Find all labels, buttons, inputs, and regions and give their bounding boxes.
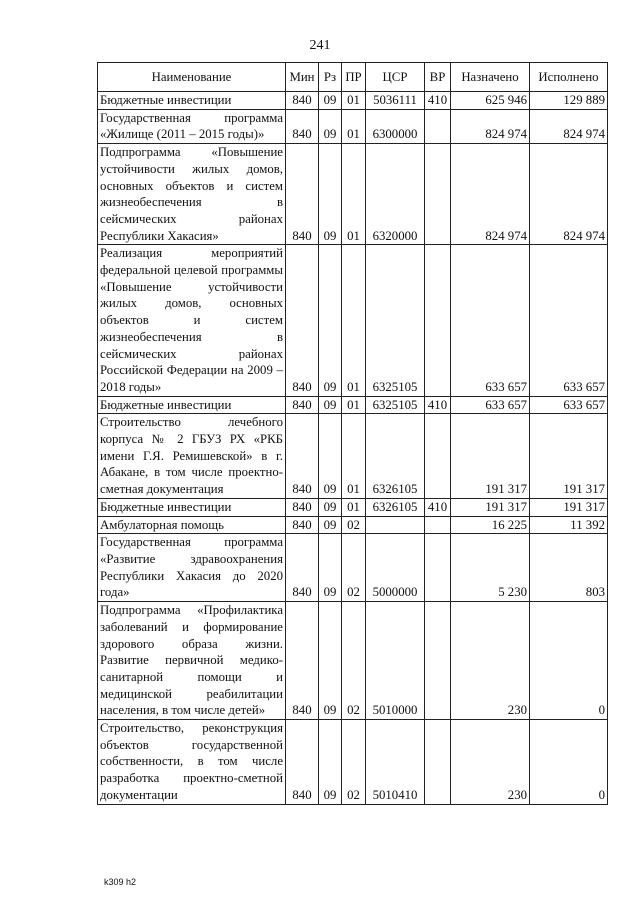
row-rz: 09 xyxy=(319,245,342,396)
header-rz: Рз xyxy=(319,63,342,92)
header-executed: Исполнено xyxy=(530,63,608,92)
row-csr: 5036111 xyxy=(366,92,425,110)
row-csr: 6326105 xyxy=(366,498,425,516)
row-rz: 09 xyxy=(319,414,342,499)
row-executed: 0 xyxy=(530,720,608,805)
row-csr: 5010410 xyxy=(366,720,425,805)
table-row xyxy=(98,516,608,534)
table-header-row xyxy=(98,63,608,92)
row-rz: 09 xyxy=(319,396,342,414)
row-assigned: 625 946 xyxy=(451,92,530,110)
table-row xyxy=(98,720,608,805)
header-csr: ЦСР xyxy=(366,63,425,92)
row-executed: 191 317 xyxy=(530,414,608,499)
row-assigned: 230 xyxy=(451,602,530,720)
row-name: Строительство лечебного корпуса № 2 ГБУЗ РХ «РКБ имени Г.Я. Ремишевской» в г. Абакане, в том числе проектно-сметная документация xyxy=(98,414,286,499)
table-row xyxy=(98,144,608,245)
row-min: 840 xyxy=(286,602,319,720)
row-pr: 01 xyxy=(342,414,366,499)
row-min: 840 xyxy=(286,245,319,396)
row-csr: 6325105 xyxy=(366,396,425,414)
row-assigned: 824 974 xyxy=(451,109,530,143)
row-vr xyxy=(425,516,451,534)
table-row xyxy=(98,109,608,143)
row-name: Строительство, реконструкция объектов государственной собственности, в том числе разработка проектно-сметной документации xyxy=(98,720,286,805)
row-vr xyxy=(425,245,451,396)
budget-table xyxy=(97,62,608,805)
row-executed: 129 889 xyxy=(530,92,608,110)
header-assigned: Назначено xyxy=(451,63,530,92)
row-name: Амбулаторная помощь xyxy=(98,516,286,534)
row-csr: 6325105 xyxy=(366,245,425,396)
row-pr: 02 xyxy=(342,602,366,720)
row-min: 840 xyxy=(286,720,319,805)
row-csr: 5000000 xyxy=(366,534,425,602)
row-assigned: 633 657 xyxy=(451,396,530,414)
row-min: 840 xyxy=(286,516,319,534)
row-pr: 01 xyxy=(342,245,366,396)
row-vr: 410 xyxy=(425,92,451,110)
row-pr: 02 xyxy=(342,516,366,534)
row-rz: 09 xyxy=(319,144,342,245)
row-pr: 01 xyxy=(342,396,366,414)
header-min: Мин xyxy=(286,63,319,92)
table-row xyxy=(98,245,608,396)
header-vr: ВР xyxy=(425,63,451,92)
row-pr: 01 xyxy=(342,144,366,245)
row-min: 840 xyxy=(286,534,319,602)
table-row xyxy=(98,602,608,720)
row-rz: 09 xyxy=(319,92,342,110)
row-executed: 11 392 xyxy=(530,516,608,534)
row-vr xyxy=(425,144,451,245)
row-assigned: 191 317 xyxy=(451,498,530,516)
row-name: Государственная программа «Развитие здравоохранения Республики Хакасия до 2020 года» xyxy=(98,534,286,602)
row-vr xyxy=(425,414,451,499)
row-csr: 6300000 xyxy=(366,109,425,143)
row-csr: 5010000 xyxy=(366,602,425,720)
row-name: Бюджетные инвестиции xyxy=(98,92,286,110)
table-row xyxy=(98,396,608,414)
row-pr: 02 xyxy=(342,720,366,805)
row-assigned: 230 xyxy=(451,720,530,805)
row-min: 840 xyxy=(286,396,319,414)
row-name: Реализация мероприятий федеральной целевой программы «Повышение устойчивости жилых домов, основных объектов и систем жизнеобеспечения в сейсмических районах Российской Федерации на 2009 – 2018 годы» xyxy=(98,245,286,396)
page-number: 241 xyxy=(309,38,331,53)
header-name: Наименование xyxy=(98,63,286,92)
row-assigned: 5 230 xyxy=(451,534,530,602)
row-rz: 09 xyxy=(319,109,342,143)
row-name: Государственная программа «Жилище (2011 – 2015 годы)» xyxy=(98,109,286,143)
row-min: 840 xyxy=(286,109,319,143)
row-name: Подпрограмма «Профилактика заболеваний и формирование здорового образа жизни. Развитие первичной медико-санитарной помощи и медицинской реабилитации населения, в том числе детей» xyxy=(98,602,286,720)
row-csr xyxy=(366,516,425,534)
row-pr: 02 xyxy=(342,534,366,602)
row-pr: 01 xyxy=(342,109,366,143)
row-name: Бюджетные инвестиции xyxy=(98,498,286,516)
row-min: 840 xyxy=(286,498,319,516)
header-pr: ПР xyxy=(342,63,366,92)
table-row xyxy=(98,414,608,499)
row-pr: 01 xyxy=(342,498,366,516)
row-rz: 09 xyxy=(319,602,342,720)
row-rz: 09 xyxy=(319,534,342,602)
row-executed: 0 xyxy=(530,602,608,720)
row-name: Бюджетные инвестиции xyxy=(98,396,286,414)
row-min: 840 xyxy=(286,414,319,499)
row-pr: 01 xyxy=(342,92,366,110)
row-assigned: 191 317 xyxy=(451,414,530,499)
footer-code: k309 h2 xyxy=(104,877,137,887)
table-row xyxy=(98,92,608,110)
row-executed: 633 657 xyxy=(530,396,608,414)
row-vr xyxy=(425,534,451,602)
row-assigned: 824 974 xyxy=(451,144,530,245)
table-row xyxy=(98,534,608,602)
row-rz: 09 xyxy=(319,720,342,805)
row-csr: 6320000 xyxy=(366,144,425,245)
row-executed: 191 317 xyxy=(530,498,608,516)
row-vr: 410 xyxy=(425,396,451,414)
row-assigned: 633 657 xyxy=(451,245,530,396)
row-vr xyxy=(425,602,451,720)
row-min: 840 xyxy=(286,92,319,110)
row-vr: 410 xyxy=(425,498,451,516)
row-csr: 6326105 xyxy=(366,414,425,499)
row-vr xyxy=(425,720,451,805)
row-executed: 824 974 xyxy=(530,109,608,143)
row-rz: 09 xyxy=(319,516,342,534)
row-executed: 824 974 xyxy=(530,144,608,245)
row-min: 840 xyxy=(286,144,319,245)
row-executed: 803 xyxy=(530,534,608,602)
table-row xyxy=(98,498,608,516)
row-vr xyxy=(425,109,451,143)
row-executed: 633 657 xyxy=(530,245,608,396)
row-assigned: 16 225 xyxy=(451,516,530,534)
row-name: Подпрограмма «Повышение устойчивости жилых домов, основных объектов и систем жизнеобеспечения в сейсмических районах Республики Хакасия» xyxy=(98,144,286,245)
row-rz: 09 xyxy=(319,498,342,516)
